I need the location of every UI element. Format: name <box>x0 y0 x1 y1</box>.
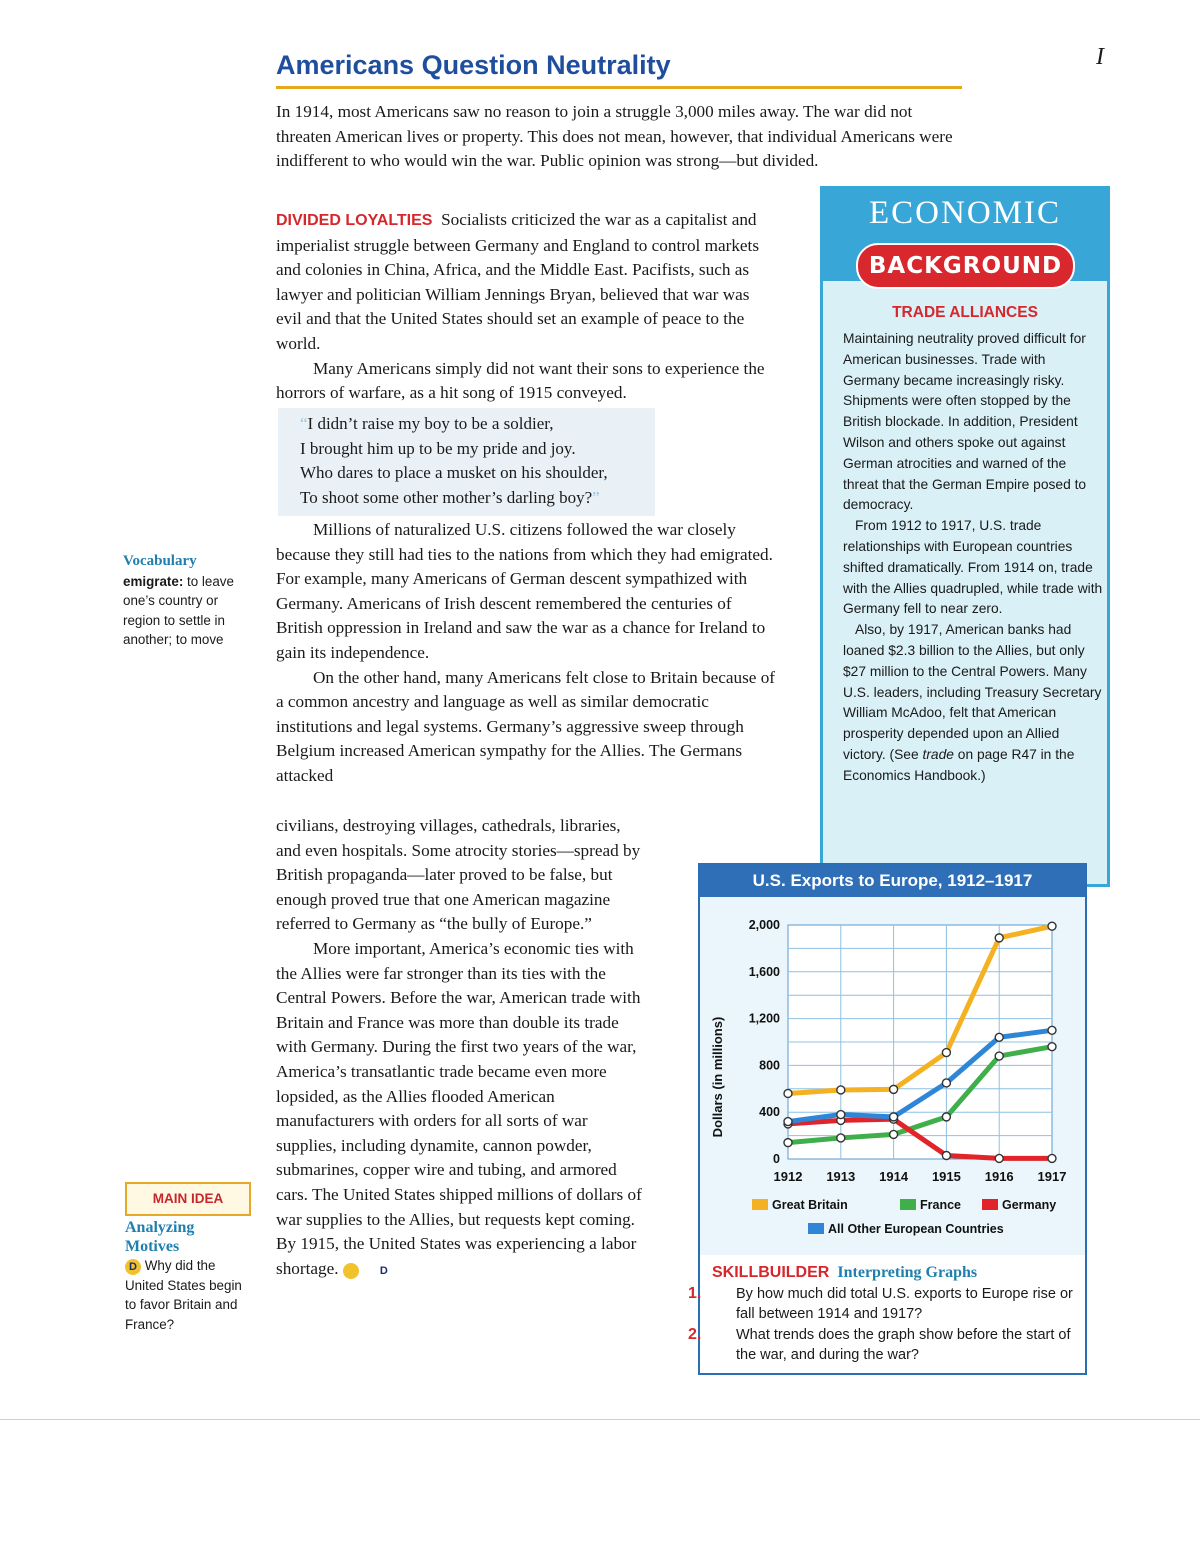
skillbuilder-heading: SKILLBUILDER <box>712 1264 830 1281</box>
vocab-heading: Vocabulary <box>123 553 197 569</box>
divided-heading: DIVIDED LOYALTIES <box>276 212 433 229</box>
quote-line-3: Who dares to place a musket on his shoulder, <box>300 463 608 483</box>
data-point <box>942 1049 950 1057</box>
motives-heading-2: Motives <box>125 1238 180 1255</box>
question-badge-icon: D <box>125 1259 141 1275</box>
x-axis-ticks <box>774 1169 1067 1184</box>
econ-p3-start: Also, by 1917, American banks had loaned $2.3 billion to the Allies, but only $27 million to the Central Powers. Many U.S. leaders, including Treasury Secretary William McAdoo, felt that American prosperity depended upon an Allied victory. (See <box>843 622 1102 762</box>
econ-text <box>843 329 1103 787</box>
econ-p3 <box>843 620 1103 786</box>
economic-paragraph <box>276 937 644 1281</box>
legend-swatch <box>752 1199 768 1210</box>
legend-swatch <box>900 1199 916 1210</box>
data-point <box>837 1086 845 1094</box>
legend-label: Great Britain <box>772 1198 848 1212</box>
trade-alliances-heading: TRADE ALLIANCES <box>892 304 1038 321</box>
econ-p3-end: on page R47 in the Economics Handbook.) <box>843 746 1075 783</box>
x-tick-label: 1913 <box>826 1169 856 1184</box>
vocabulary-note <box>123 552 253 650</box>
close-quote-icon: ” <box>592 487 600 507</box>
legend-label: All Other European Countries <box>828 1222 1004 1236</box>
data-point <box>890 1113 898 1121</box>
data-point <box>784 1139 792 1147</box>
skillbuilder <box>688 1263 1080 1366</box>
data-point <box>942 1151 950 1159</box>
y-tick-label: 0 <box>773 1152 780 1166</box>
open-quote-icon: “ <box>300 414 308 433</box>
y-tick-label: 1,200 <box>748 1011 780 1026</box>
sons-paragraph: Many Americans simply did not want their sons to experience the horrors of warfare, as a hit song of 1915 conveyed. <box>276 358 765 403</box>
divided-text: Socialists criticized the war as a capitalist and imperialist struggle between Germany and England to control markets and colonies in China, Africa, and the Middle East. Pacifists, such as lawyer and politician William Jennings Bryan, believed that war was evil and that the United States should set an example of peace to the world. <box>276 210 760 353</box>
chart-legend <box>752 1198 1056 1236</box>
data-point <box>942 1079 950 1087</box>
atrocity-paragraph: civilians, destroying villages, cathedrals, libraries, and even hospitals. Some atrocity stories—spread by British propaganda—later proved to be false, but enough proved true that one American magazine referred to Germany as “the bully of Europe.” <box>276 816 641 934</box>
exports-line-chart <box>700 897 1085 1255</box>
vocab-definition: to leave one’s country or region to settle in another; to move <box>123 573 234 648</box>
divided-section <box>276 208 776 406</box>
data-point <box>1048 922 1056 930</box>
title-rule <box>276 86 962 89</box>
x-tick-label: 1914 <box>879 1169 909 1184</box>
data-point <box>784 1089 792 1097</box>
question-1: By how much did total U.S. exports to Europe rise or fall between 1914 and 1917? <box>736 1285 1073 1323</box>
data-point <box>890 1085 898 1093</box>
y-tick-label: 400 <box>759 1105 780 1120</box>
main-idea-badge-icon[interactable]: D <box>343 1263 359 1279</box>
data-point <box>837 1111 845 1119</box>
economic-text: More important, America’s economic ties with the Allies were far stronger than its ties with the Central Powers. Before the war, American trade with Britain and France was more than double its trade with Germany. During the first two years of the war, America’s transatlantic trade became even more lopsided, as the Allies flooded American manufacturers with orders for all sorts of war supplies, including dynamite, cannon powder, submarines, copper wire and tubing, and armored cars. The United States shipped millions of dollars of war supplies to the Allies, but requests kept coming. By 1915, the United States was experiencing a labor shortage. <box>276 938 642 1278</box>
y-axis-label: Dollars (in millions) <box>710 1016 725 1138</box>
question-2: What trends does the graph show before the start of the war, and during the war? <box>736 1326 1071 1364</box>
data-point <box>890 1130 898 1138</box>
body-upper <box>276 518 778 789</box>
chart-title: U.S. Exports to Europe, 1912–1917 <box>700 865 1085 897</box>
background-pill: BACKGROUND <box>856 243 1075 289</box>
page-title: Americans Question Neutrality <box>276 50 671 80</box>
legend-label: Germany <box>1002 1198 1057 1212</box>
x-tick-label: 1912 <box>773 1169 803 1184</box>
quote-line-4: To shoot some other mother’s darling boy? <box>300 487 593 507</box>
divided-paragraph <box>276 208 776 357</box>
data-point <box>1048 1154 1056 1162</box>
naturalized-paragraph: Millions of naturalized U.S. citizens followed the war closely because they still had ties to the nations from which they had emigrated. For example, many Americans of German descent sympathized with Germany. Americans of Irish descent remembered the centuries of British oppression in Ireland and saw the war as a chance for Ireland to gain its independence. <box>276 520 773 662</box>
page-bottom-rule <box>0 1419 1200 1420</box>
main-idea-question: Why did the United States begin to favor Britain and France? <box>125 1258 242 1332</box>
motives-heading-1: Analyzing <box>125 1219 195 1236</box>
legend-swatch <box>808 1223 824 1234</box>
exports-chart-box <box>688 863 1087 1375</box>
main-idea-note <box>125 1218 260 1334</box>
data-point <box>837 1134 845 1142</box>
econ-heading: ECONOMIC <box>868 195 1061 231</box>
data-point <box>995 1154 1003 1162</box>
skillbuilder-subheading: Interpreting Graphs <box>837 1264 978 1281</box>
econ-p3-emph: trade <box>922 746 954 762</box>
data-point <box>995 934 1003 942</box>
y-tick-label: 2,000 <box>748 918 780 932</box>
data-point <box>995 1052 1003 1060</box>
intro-paragraph <box>276 100 966 174</box>
data-point <box>942 1113 950 1121</box>
y-tick-label: 800 <box>759 1058 780 1073</box>
data-point <box>1048 1043 1056 1051</box>
economic-background-box <box>820 186 1110 887</box>
body-lower <box>276 814 644 1281</box>
quote-line-2: I brought him up to be my pride and joy. <box>300 438 576 458</box>
main-idea-label: MAIN IDEA <box>125 1182 251 1216</box>
econ-p1: Maintaining neutrality proved difficult for American businesses. Trade with Germany became increasingly risky. Shipments were often stopped by the British blockade. In addition, President Wilson and others spoke out against German atrocities and warned of the threat that the German Empire posed to democracy. <box>843 331 1087 513</box>
britain-paragraph: On the other hand, many Americans felt close to Britain because of a common ancestry and language as well as similar democratic institutions and legal systems. Germany’s aggressive sweep through Belgium increased American sympathy for the Allies. The Germans attacked <box>276 667 776 785</box>
y-axis-ticks <box>749 918 780 1166</box>
y-tick-label: 1,600 <box>748 964 780 979</box>
data-point <box>1048 1026 1056 1034</box>
data-point <box>784 1118 792 1126</box>
legend-label: France <box>920 1198 961 1212</box>
page-mark: I <box>1096 44 1104 70</box>
x-tick-label: 1916 <box>984 1169 1014 1184</box>
x-tick-label: 1915 <box>931 1169 961 1184</box>
legend-swatch <box>982 1199 998 1210</box>
quote-line-1: I didn’t raise my boy to be a soldier, <box>307 414 554 433</box>
question-1-number: 1. <box>688 1284 702 1302</box>
song-quote <box>278 408 655 516</box>
econ-p2: From 1912 to 1917, U.S. trade relationships with European countries shifted dramatically. From 1914 on, trade with the Allies quadrupled, while trade with Germany fell to near zero. <box>843 518 1103 617</box>
data-point <box>995 1033 1003 1041</box>
question-2-number: 2. <box>688 1325 702 1343</box>
intro-text: In 1914, most Americans saw no reason to join a struggle 3,000 miles away. The war did not threaten American lives or property. This does not mean, however, that individual Americans were indifferent to who would win the war. Public opinion was strong—but divided. <box>276 102 953 171</box>
x-tick-label: 1917 <box>1037 1169 1067 1184</box>
vocab-term: emigrate: <box>123 573 184 589</box>
